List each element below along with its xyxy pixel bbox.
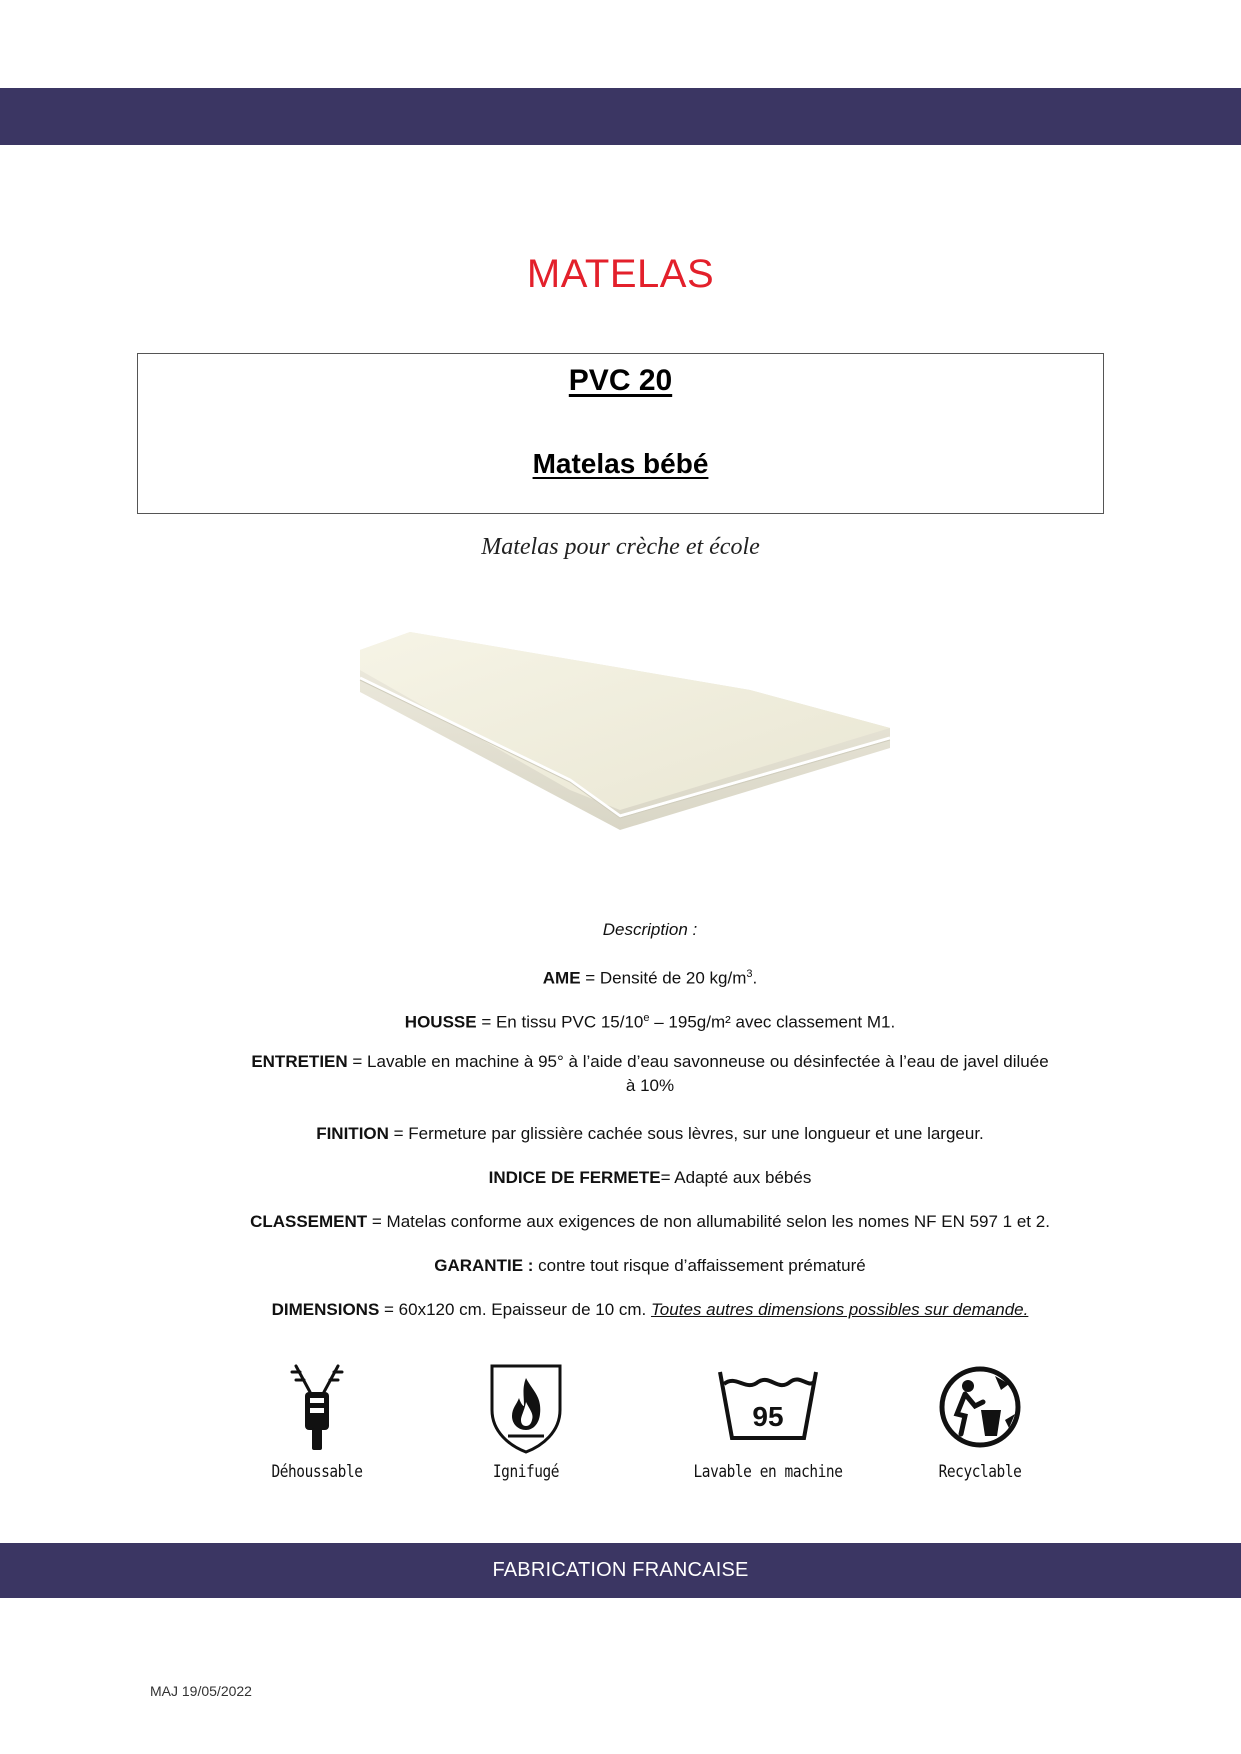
- feature-dehoussable: [217, 1362, 417, 1492]
- product-name: Matelas bébé: [532, 448, 709, 479]
- spec-entretien: ENTRETIEN = Lavable en machine à 95° à l’aide d’eau savonneuse ou désinfectée à l’eau de javel diluée à 10%: [251, 1052, 1049, 1095]
- spec-label: AME: [542, 968, 581, 988]
- spec-label: ENTRETIEN: [251, 1052, 348, 1071]
- feature-label: Déhoussable: [271, 1462, 363, 1482]
- spec-label: INDICE DE FERMETE: [488, 1168, 661, 1187]
- feature-lavable: [668, 1362, 868, 1492]
- spec-ame: AME = Densité de 20 $kg/m^3$.: [542, 968, 758, 988]
- spec-finition: FINITION = Fermeture par glissière cachée sous lèvres, sur une longueur et une largeur.: [316, 1124, 984, 1143]
- page-title: MATELAS: [526, 252, 715, 296]
- mattress-image: [350, 620, 910, 835]
- feature-label: Lavable en machine: [693, 1462, 843, 1482]
- feature-ignifuge: [426, 1362, 626, 1492]
- footer-banner: [0, 1543, 1241, 1598]
- product-subtitle: Matelas pour crèche et école: [481, 534, 760, 560]
- spec-indice: INDICE DE FERMETE= Adapté aux bébés: [488, 1168, 812, 1187]
- spec-housse: HOUSSE = En tissu PVC 15/10e – 195g/m² avec classement M1.: [404, 1012, 896, 1032]
- spec-label: DIMENSIONS: [271, 1300, 380, 1319]
- flame-shield-icon: [486, 1362, 566, 1454]
- zipper-icon: [282, 1362, 352, 1452]
- dimensions-note: Toutes autres dimensions possibles sur demande.: [650, 1300, 1029, 1319]
- spec-dimensions: DIMENSIONS = 60x120 cm. Epaisseur de 10 cm. Toutes autres dimensions possibles sur demande.: [271, 1300, 1029, 1319]
- spec-classement: CLASSEMENT = Matelas conforme aux exigences de non allumabilité selon les nomes NF EN 597 1 et 2.: [250, 1212, 1050, 1231]
- feature-label: Ignifugé: [492, 1462, 560, 1482]
- product-code: PVC 20: [568, 364, 673, 397]
- feature-label: Recyclable: [938, 1462, 1022, 1482]
- update-date: MAJ 19/05/2022: [150, 1683, 252, 1699]
- spec-label: HOUSSE: [404, 1012, 477, 1032]
- recycle-bin-icon: [935, 1362, 1025, 1452]
- feature-recyclable: [880, 1362, 1080, 1492]
- spec-garantie: GARANTIE : contre tout risque d’affaissement prématuré: [434, 1256, 866, 1275]
- spec-label: CLASSEMENT: [250, 1212, 368, 1231]
- wash-95-icon: [716, 1362, 820, 1444]
- top-band: [0, 88, 1241, 145]
- description-heading: Description :: [602, 920, 698, 939]
- footer-banner-text: FABRICATION FRANCAISE: [492, 1559, 749, 1581]
- wash-temperature: 95: [752, 1401, 784, 1432]
- spec-label: GARANTIE :: [434, 1256, 534, 1275]
- product-title-box: [137, 353, 1104, 514]
- spec-label: FINITION: [316, 1124, 389, 1143]
